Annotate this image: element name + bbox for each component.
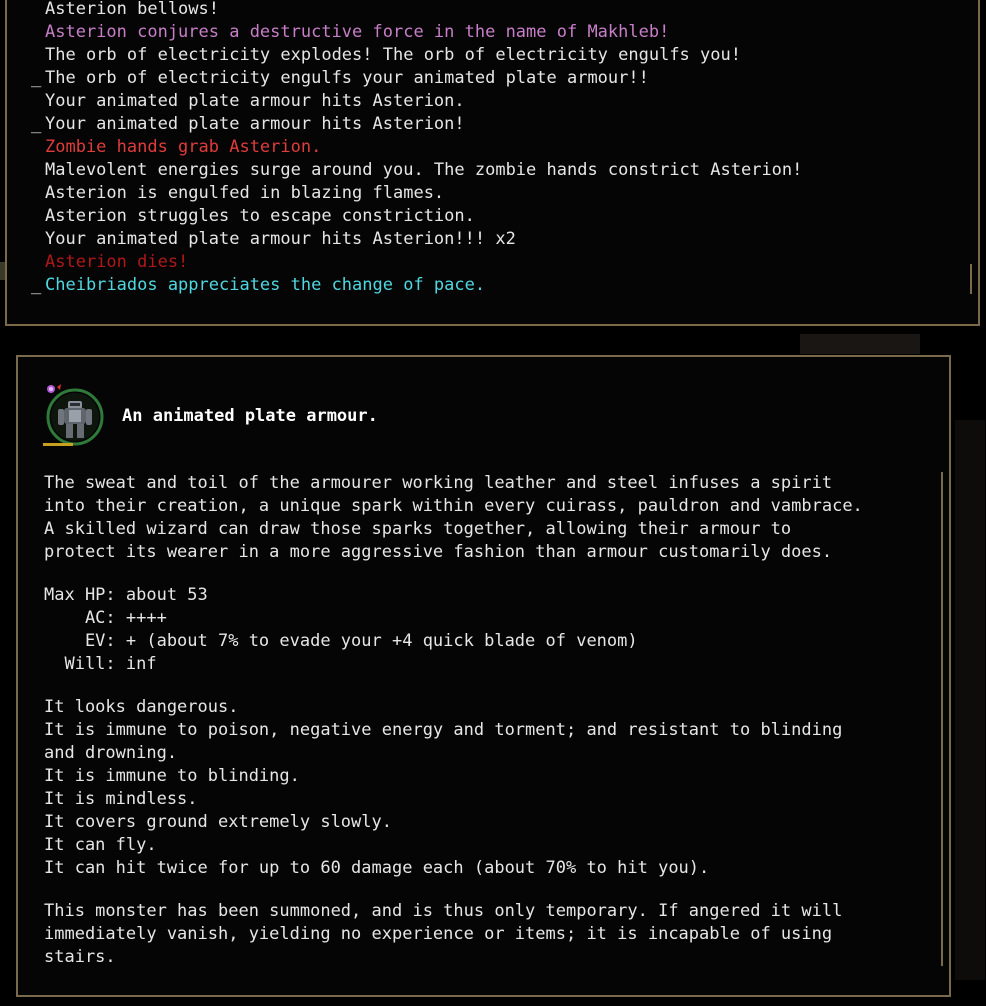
description-line: A skilled wizard can draw those sparks together, allowing their armour to — [44, 519, 792, 539]
monster-properties — [44, 696, 929, 880]
message-log-panel[interactable] — [5, 0, 980, 326]
property-line: It can hit twice for up to 60 damage each (about 70% to hit you). — [44, 858, 710, 878]
monster-header — [42, 383, 378, 449]
message-log-line — [31, 67, 955, 90]
message-log — [31, 0, 955, 297]
message-log-line — [35, 90, 955, 113]
monster-flavour-text — [44, 472, 929, 564]
message-text: The orb of electricity engulfs your animated plate armour!! — [45, 68, 649, 88]
message-text: Zombie hands grab Asterion. — [45, 137, 322, 157]
message-text: Malevolent energies surge around you. The zombie hands constrict Asterion! — [45, 160, 803, 180]
monster-summon-note — [44, 900, 929, 969]
message-log-line — [35, 44, 955, 67]
description-line: into their creation, a unique spark within every cuirass, pauldron and vambrace. — [44, 496, 863, 516]
stat-line: AC: ++++ — [44, 608, 167, 628]
message-text: Your animated plate armour hits Asterion! — [45, 114, 465, 134]
property-line: It is immune to blinding. — [44, 766, 300, 786]
message-log-line — [31, 274, 955, 297]
summon-note-line: stairs. — [44, 947, 116, 967]
message-log-line — [31, 113, 955, 136]
background-tile — [955, 420, 985, 980]
description-line: The sweat and toil of the armourer working leather and steel infuses a spirit — [44, 473, 833, 493]
message-log-line — [35, 0, 955, 21]
property-line: It covers ground extremely slowly. — [44, 812, 392, 832]
message-turn-marker: _ — [31, 68, 42, 88]
stat-line: Will: inf — [44, 654, 157, 674]
animated-plate-armour-icon — [42, 383, 108, 449]
message-log-line — [35, 205, 955, 228]
property-line: It is mindless. — [44, 789, 198, 809]
monster-description-panel[interactable] — [16, 355, 951, 997]
monster-description-body — [44, 472, 929, 969]
message-text: The orb of electricity explodes! The orb of electricity engulfs you! — [45, 45, 741, 65]
stat-line: Max HP: about 53 — [44, 585, 208, 605]
message-text: Your animated plate armour hits Asterion. — [45, 91, 465, 111]
message-text: Asterion is engulfed in blazing flames. — [45, 183, 445, 203]
message-log-line — [35, 136, 955, 159]
summon-note-line: This monster has been summoned, and is thus only temporary. If angered it will — [44, 901, 843, 921]
monster-title: An animated plate armour. — [122, 406, 378, 426]
message-log-line — [35, 21, 955, 44]
message-text: Cheibriados appreciates the change of pace. — [45, 275, 486, 295]
message-text: Your animated plate armour hits Asterion!!! x2 — [45, 229, 516, 249]
message-text: Asterion bellows! — [45, 0, 219, 19]
stat-line: EV: + (about 7% to evade your +4 quick blade of venom) — [44, 631, 638, 651]
summon-note-line: immediately vanish, yielding no experience or items; it is incapable of using — [44, 924, 833, 944]
message-log-scrollbar[interactable] — [970, 264, 972, 294]
message-log-line — [35, 228, 955, 251]
message-text: Asterion conjures a destructive force in the name of Makhleb! — [45, 22, 670, 42]
message-log-line — [35, 182, 955, 205]
message-turn-marker: _ — [31, 114, 42, 134]
description-line: protect its wearer in a more aggressive fashion than armour customarily does. — [44, 542, 833, 562]
property-line: and drowning. — [44, 743, 178, 763]
description-scrollbar[interactable] — [941, 472, 943, 966]
property-line: It looks dangerous. — [44, 697, 239, 717]
property-line: It can fly. — [44, 835, 157, 855]
message-log-line — [35, 159, 955, 182]
message-text: Asterion struggles to escape constriction. — [45, 206, 475, 226]
background-tile — [800, 334, 920, 354]
property-line: It is immune to poison, negative energy and torment; and resistant to blinding — [44, 720, 843, 740]
message-log-line — [35, 251, 955, 274]
message-text: Asterion dies! — [45, 252, 189, 272]
monster-stats — [44, 584, 929, 676]
message-turn-marker: _ — [31, 275, 42, 295]
